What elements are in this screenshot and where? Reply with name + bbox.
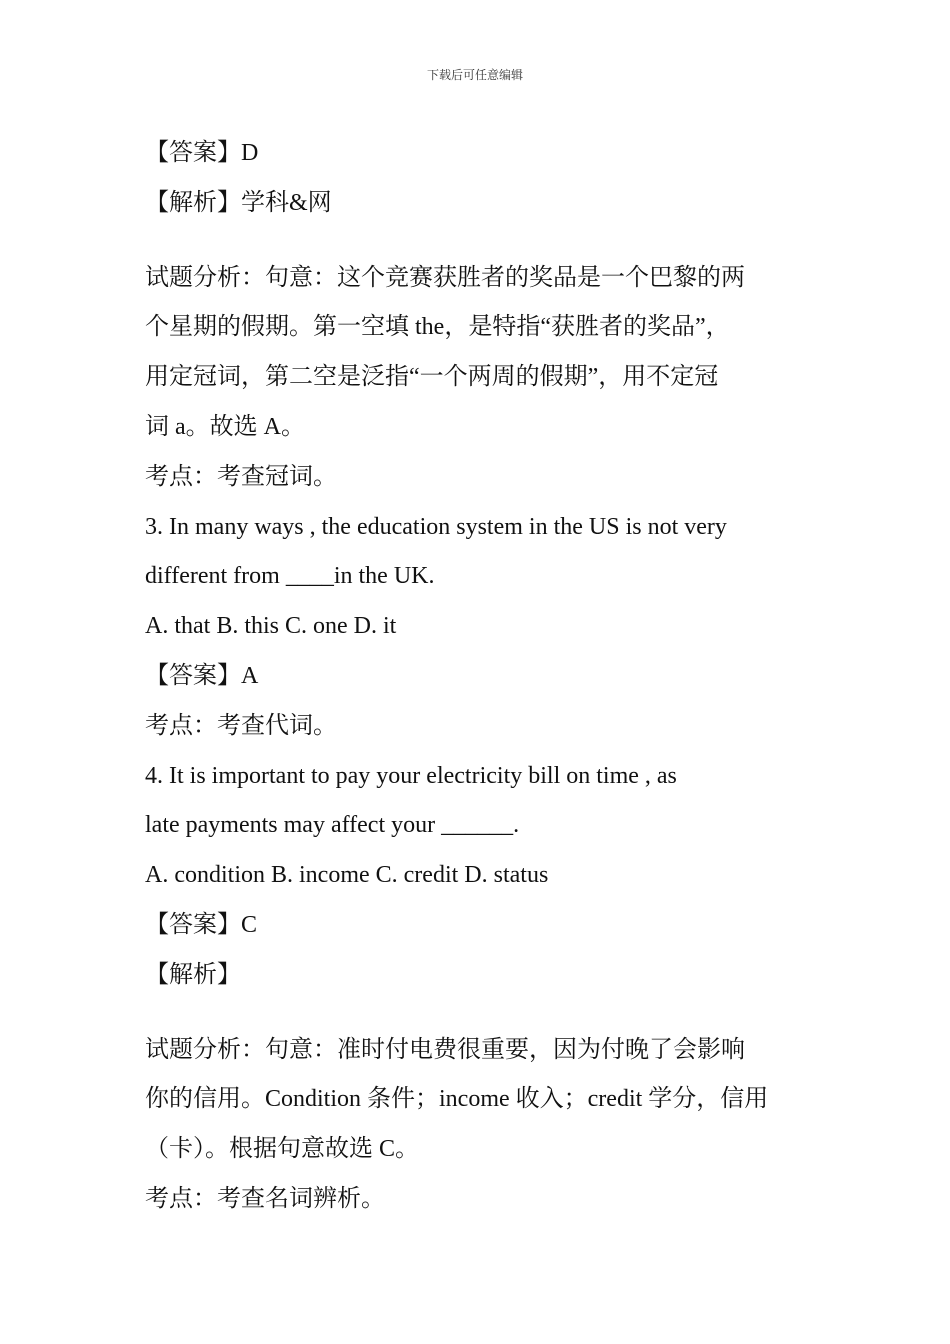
question-3-options: A. that B. this C. one D. it xyxy=(145,613,397,640)
analysis-text-line: （卡）。根据句意故选 C。 xyxy=(145,1136,420,1163)
analysis-heading: 【解析】 xyxy=(145,961,241,988)
document-body xyxy=(145,129,815,1225)
knowledge-point: 考点：考查名词辨析。 xyxy=(145,1185,385,1212)
question-3-stem: 3. In many ways , the education system in the US is not very xyxy=(145,513,727,540)
knowledge-point: 考点：考查代词。 xyxy=(145,712,337,739)
analysis-text-line: 试题分析：句意：这个竞赛获胜者的奖品是一个巴黎的两 xyxy=(145,264,745,291)
analysis-text-line: 你的信用。Condition 条件；income 收入；credit 学分，信用 xyxy=(145,1086,769,1113)
analysis-text-line: 试题分析：句意：准时付电费很重要，因为付晚了会影响 xyxy=(145,1036,745,1063)
question-3-stem: different from ____in the UK. xyxy=(145,563,435,590)
page-header: 下载后可任意编辑 xyxy=(426,68,523,82)
answer-label: 【答案】A xyxy=(145,662,259,689)
question-4-stem: late payments may affect your ______. xyxy=(145,812,520,839)
knowledge-point: 考点：考查冠词。 xyxy=(145,463,337,490)
analysis-heading: 【解析】学科&网 xyxy=(145,189,332,216)
analysis-text-line: 个星期的假期。第一空填 the，是特指“获胜者的奖品”， xyxy=(145,314,730,341)
analysis-text-line: 用定冠词，第二空是泛指“一个两周的假期”，用不定冠 xyxy=(145,364,719,391)
answer-label: 【答案】D xyxy=(145,140,259,166)
paragraph-gap xyxy=(145,1001,815,1026)
answer-label: 【答案】C xyxy=(145,911,258,938)
paragraph-gap xyxy=(145,229,815,254)
question-4-options: A. condition B. income C. credit D. status xyxy=(145,862,549,889)
question-4-stem: 4. It is important to pay your electricity bill on time , as xyxy=(145,762,677,789)
analysis-text-line: 词 a。故选 A。 xyxy=(145,413,305,440)
